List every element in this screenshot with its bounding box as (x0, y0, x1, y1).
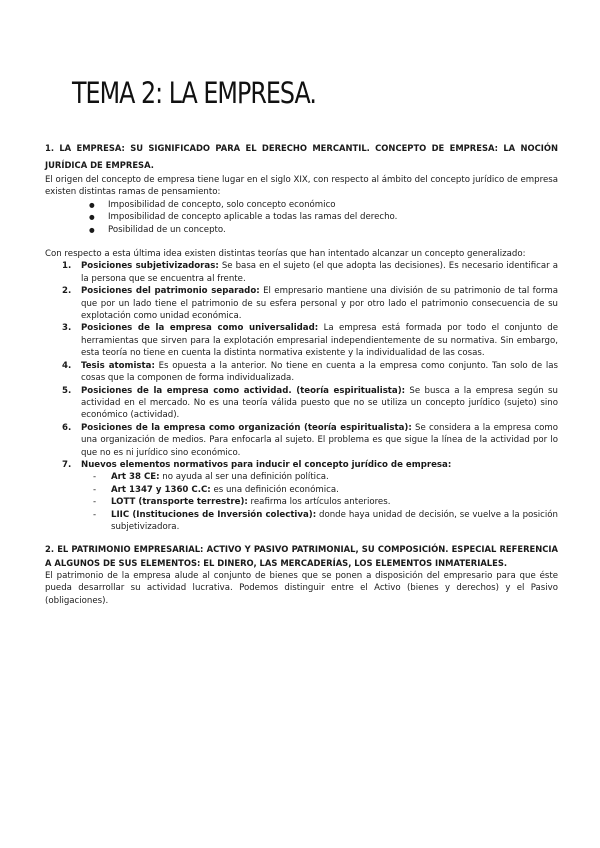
concept-bullets (45, 199, 558, 236)
bullet-item: ● Imposibilidad de concepto, solo concepto económico (45, 199, 558, 211)
item-number: 3. (62, 323, 72, 334)
sub-item-label: LOTT (transporte terrestre): (111, 497, 248, 508)
item-label: Posiciones de la empresa como universalidad: (81, 323, 319, 334)
item-text: Se busca a la empresa según su actividad en el mercado. No es una teoría válida puesto que no se utiliza un concepto jurídico (sujeto) sino económico (actividad). (81, 385, 558, 421)
item-text: Es opuesta a la anterior. No tiene en cuenta a la empresa como conjunto. Tan solo de las cosas que la componen de forma individualizada. (81, 360, 558, 384)
item-number: 2. (62, 286, 72, 297)
section-1-heading: 1. LA EMPRESA: SU SIGNIFICADO PARA EL DERECHO MERCANTIL. CONCEPTO DE EMPRESA: LA NOCIÓN JURÍDICA DE EMPRESA. (45, 143, 558, 170)
theory-item (45, 360, 558, 385)
item-label: Posiciones de la empresa como actividad. (teoría espiritualista): (81, 385, 406, 396)
sub-item-text: es una definición económica. (210, 484, 339, 495)
page-title: TEMA 2: LA EMPRESA. (72, 76, 316, 110)
document-body (45, 140, 558, 607)
bullet-item: ● Posibilidad de un concepto. (45, 224, 558, 236)
section-1-paragraph-2: Con respecto a esta última idea existen distintas teorías que han intentado alcanzar un concepto generalizado: (45, 249, 526, 260)
item-label: Nuevos elementos normativos para inducir el concepto jurídico de empresa: (81, 459, 452, 470)
normative-sublist (81, 471, 558, 533)
item-label: Posiciones del patrimonio separado: (81, 286, 260, 297)
item-label: Posiciones de la empresa como organización (teoría espiritualista): (81, 422, 412, 433)
sub-item (81, 496, 558, 508)
theory-item (45, 285, 558, 322)
sub-item (81, 484, 558, 496)
item-number: 4. (62, 360, 72, 371)
theories-list (45, 260, 558, 533)
sub-item-text: reafirma los artículos anteriores. (247, 497, 391, 508)
theory-item (45, 385, 558, 422)
section-1-intro: El origen del concepto de empresa tiene lugar en el siglo XIX, con respecto al ámbito del concepto jurídico de empresa existen distintas ramas de pensamiento: (45, 175, 558, 198)
section-2-heading: 2. EL PATRIMONIO EMPRESARIAL: ACTIVO Y PASIVO PATRIMONIAL, SU COMPOSICIÓN. ESPECIAL REFERENCIA A ALGUNOS DE SUS ELEMENTOS: EL DINERO, LAS MERCADERÍAS, LOS ELEMENTOS INMATERIALES. (45, 544, 558, 568)
item-number: 5. (62, 385, 72, 396)
sub-item (81, 471, 558, 483)
sub-item (81, 509, 558, 534)
sub-item-label: LIIC (Instituciones de Inversión colectiva): (111, 509, 317, 520)
section-2-paragraph: El patrimonio de la empresa alude al conjunto de bienes que se ponen a disposición del empresario para que éste pueda desarrollar su actividad lucrativa. Podemos distinguir entre el Activo (bienes y derechos) y el Pasivo (obligaciones). (45, 570, 558, 606)
sub-item-label: Art 38 CE: (111, 472, 160, 483)
item-text: La empresa está formada por todo el conjunto de herramientas que sirven para la explotación empresarial independientemente de su normativa. Sin embargo, esta teoría no tiene en cuenta la distinta normativa existente y la individualidad de las cosas. (81, 323, 558, 359)
bullet-item: ● Imposibilidad de concepto aplicable a todas las ramas del derecho. (45, 211, 558, 223)
sub-item-text: donde haya unidad de decisión, se vuelve a la posición subjetivizadora. (111, 509, 558, 532)
sub-item-label: Art 1347 y 1360 C.C: (111, 484, 211, 495)
item-text: El empresario mantiene una división de su patrimonio de tal forma que por un lado tiene el patrimonio de su esfera personal y por otro lado el patrimonio consecuencia de su explotación como unidad económica. (81, 286, 558, 322)
theory-item (45, 422, 558, 459)
item-number: 1. (62, 261, 72, 272)
item-text: Se basa en el sujeto (el que adopta las decisiones). Es necesario identificar a la persona que se encuentra al frente. (81, 261, 559, 284)
item-number: 6. (62, 422, 72, 433)
sub-item-text: no ayuda al ser una definición política. (159, 472, 329, 483)
theory-item (45, 260, 558, 285)
item-text: Se considera a la empresa como una organización de medios. Para enfocarla al sujeto. El problema es que sigue la línea de la actividad por lo que no es ni jurídico sino económico. (81, 422, 558, 458)
item-label: Posiciones subjetivizadoras: (81, 261, 219, 272)
item-number: 7. (62, 459, 72, 470)
theory-item (45, 322, 558, 359)
item-label: Tesis atomista: (81, 360, 155, 371)
theory-item (45, 459, 558, 533)
